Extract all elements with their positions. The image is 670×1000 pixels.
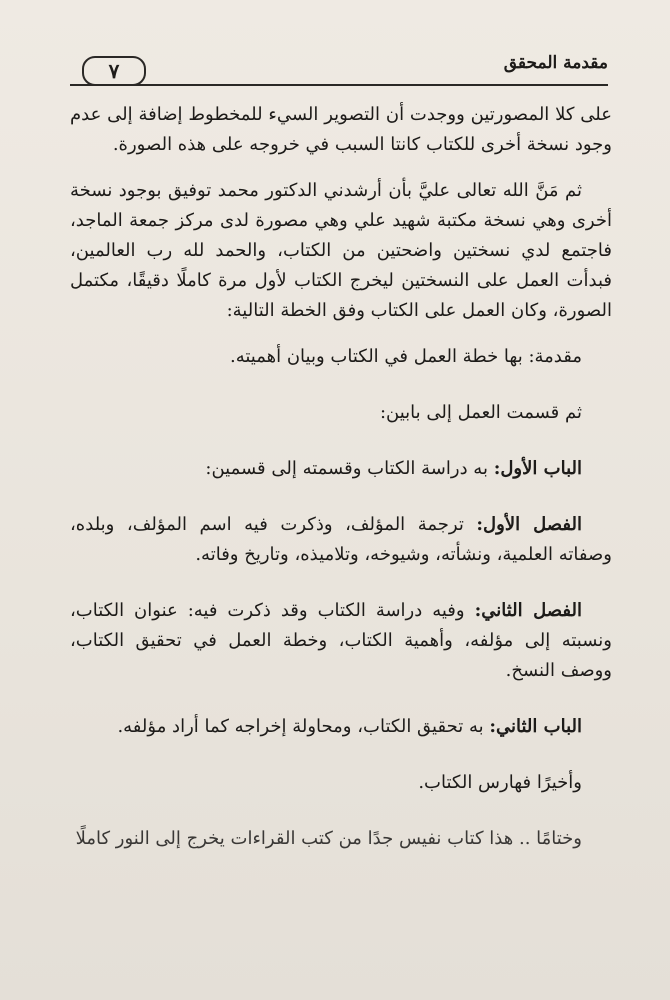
part-one-label: الباب الأول: xyxy=(493,458,582,479)
running-title: مقدمة المحقق xyxy=(503,53,608,73)
division-item: ثم قسمت العمل إلى بابين: xyxy=(379,402,582,423)
chapter-one-text: ترجمة المؤلف، وذكرت فيه اسم المؤلف، وبلده، وصفاته العلمية، ونشأته، وشيوخه، وتلاميذه، وتاريخ وفاته. xyxy=(70,514,612,565)
paragraph-plan: ثم مَنَّ الله تعالى عليَّ بأن أرشدني الدكتور محمد توفيق بوجود نسخة أخرى وهي نسخة مكتبة شهيد علي وهي مصورة لدى مركز جمعة الماجد، فاجتمع لدي نسختين واضحتين من الكتاب، والحمد لله رب العالمين، فبدأت العمل على النسختين ليخرج الكتاب لأول مرة كاملًا دقيقًا، مكتمل الصورة، وكان العمل على الكتاب وفق الخطة التالية: xyxy=(70,180,613,321)
part-one-text: به دراسة الكتاب وقسمته إلى قسمين: xyxy=(205,458,494,479)
page-header xyxy=(70,52,608,92)
chapter-one-item xyxy=(70,510,612,570)
intro-item: مقدمة: بها خطة العمل في الكتاب وبيان أهميته. xyxy=(229,346,582,367)
chapter-two-text: وفيه دراسة الكتاب وقد ذكرت فيه: عنوان الكتاب، ونسبته إلى مؤلفه، وأهمية الكتاب، وخطة العمل في تحقيق الكتاب، ووصف النسخ. xyxy=(70,600,612,681)
part-one-item xyxy=(70,454,612,484)
closing-line: وختامًا .. هذا كتاب نفيس جدًا من كتب القراءات يخرج إلى النور كاملًا xyxy=(75,828,582,849)
part-two-label: الباب الثاني: xyxy=(489,716,582,737)
chapter-two-label: الفصل الثاني: xyxy=(474,600,582,621)
header-rule xyxy=(70,84,608,86)
part-two-text: به تحقيق الكتاب، ومحاولة إخراجه كما أراد مؤلفه. xyxy=(117,716,490,737)
chapter-two-item xyxy=(70,596,612,686)
chapter-one-label: الفصل الأول: xyxy=(476,514,583,535)
part-two-item xyxy=(70,712,612,742)
page-number: ٧ xyxy=(82,56,146,86)
paragraph-continuation: على كلا المصورتين ووجدت أن التصوير السيء للمخطوط إضافة إلى عدم وجود نسخة أخرى للكتاب كانتا السبب في خروجه على هذه الصورة. xyxy=(70,104,612,155)
page-body xyxy=(70,100,612,854)
finally-item: وأخيرًا فهارس الكتاب. xyxy=(418,772,582,793)
